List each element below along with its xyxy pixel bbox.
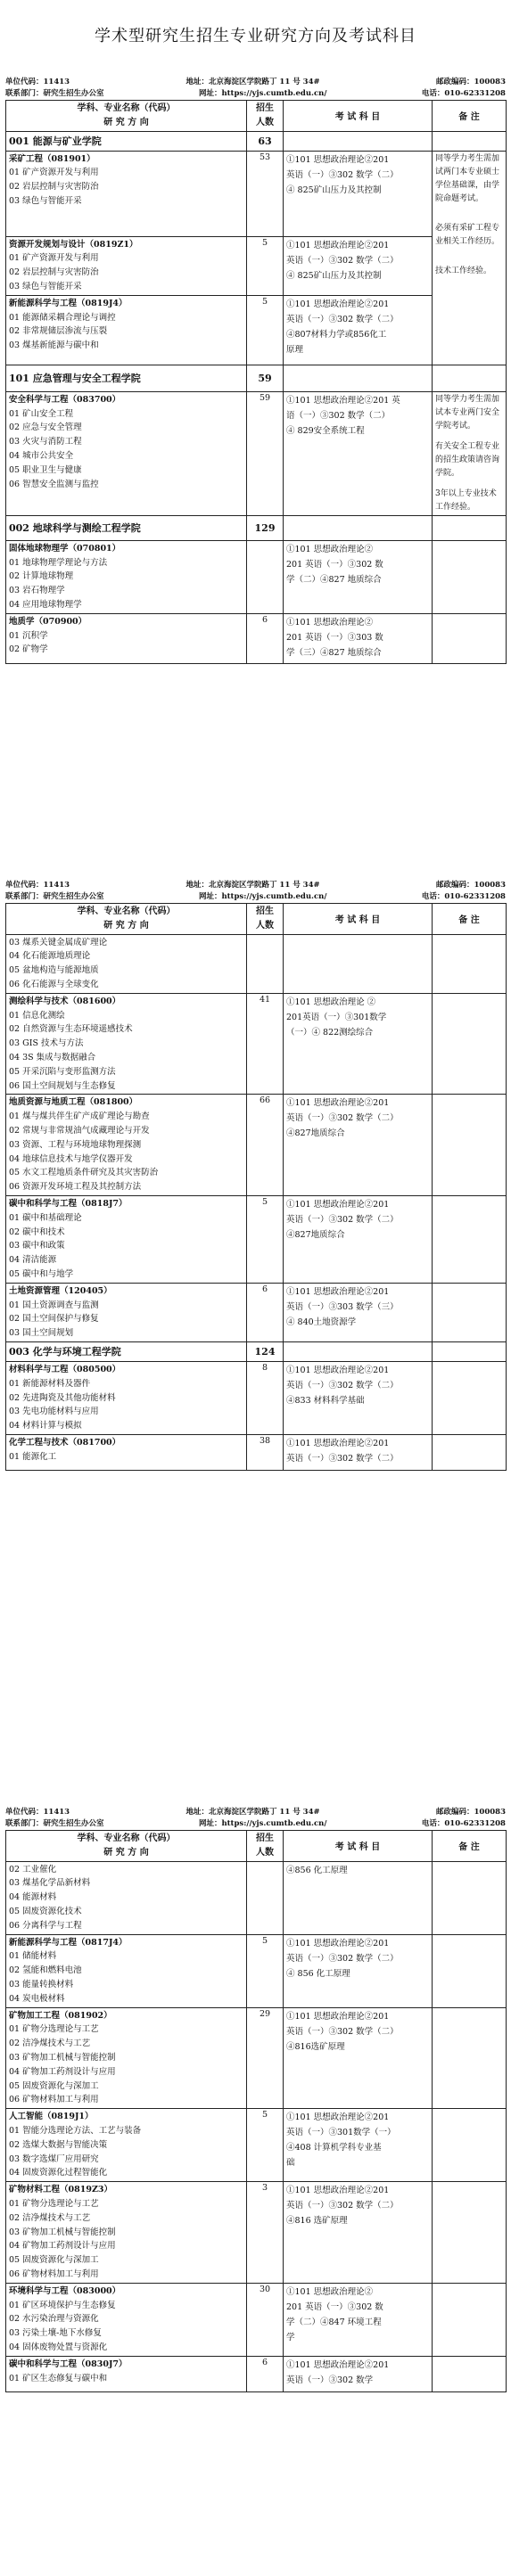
program-name: 人工智能（0819J1） <box>9 2112 94 2122</box>
postcode: 邮政编码：100083 <box>436 77 506 86</box>
quota-header: 招生 人数 <box>247 101 284 132</box>
program-quota: 59 <box>247 391 284 515</box>
program-row <box>6 613 507 663</box>
program-name: 资源开发规划与设计（0819Z1） <box>9 239 138 250</box>
program-quota: 8 <box>247 1361 284 1434</box>
phone: 电话：010-62331208 <box>421 88 506 98</box>
program-name: 矿物加工工程（081902） <box>9 2010 112 2021</box>
remarks: 同等学力考生需加试两门本专业硕士学位基础课，由学院命题考试。 必须有采矿工程专业相关工作经历。 技术工作经验。 <box>433 151 507 365</box>
research-direction: 01 能源储采耦合理论与调控 <box>9 312 116 323</box>
program-name: 矿物材料工程（0819Z3） <box>9 2185 112 2195</box>
program-row: 地质资源与地质工程（081800） 01 煤与煤共伴生矿产成矿理论与勘查 02 常规与非常规油气成藏理论与开发 03 资源、工程与环境地球物理探测 04 地球信息技术与地学仪器开发 05 水文工程地质条件研究及其灾害防治 06 资源开发环境工程及其控制方法 66 ①101 思想政治理论②201 英语（一）③302 数学（二） ④827地质综合 <box>6 1095 507 1196</box>
program-quota: 5 <box>247 1195 284 1283</box>
exam-subjects: ①101 思想政治理论② 201 英语（一）③302 数 学（二）④847 环境工程 学 <box>284 2283 433 2356</box>
program-quota: 29 <box>247 2007 284 2109</box>
subject-header: 学科、专业名称（代码） 研 究 方 向 <box>6 101 247 132</box>
program-row <box>6 391 507 515</box>
program-quota: 6 <box>247 1283 284 1341</box>
program-row-continued <box>6 934 507 993</box>
exam-subjects: ①101 思想政治理论 ② 201英语（一）③301数学 （一）④ 822测绘综合 <box>284 993 433 1095</box>
program-name: 环境科学与工程（083000） <box>9 2285 121 2296</box>
research-direction: 02 岩层控制与灾害防治 <box>9 267 99 278</box>
research-direction: 03 火灾与消防工程 <box>9 437 82 447</box>
program-row: 新能源科学与工程（0817J4） 01 储能材料 02 氢能和燃料电池 03 能量转换材料 04 炭电极材料 5 ①101 思想政治理论②201 英语（一）③302 数学（二） ④ 856 化工原理 <box>6 1934 507 2007</box>
program-row: 矿物加工工程（081902） 01 矿物分选理论与工艺 02 洁净煤技术与工艺 03 矿物加工机械与智能控制 04 矿物加工药剂设计与应用 05 固废资源化与深加工 06 矿物材料加工与利用 29 ①101 思想政治理论②201 英语（一）③302 数学（二） ④816选矿原理 <box>6 2007 507 2109</box>
page-header-info: 单位代码：11413 地址：北京海淀区学院路丁 11 号 34# 邮政编码：100083 联系部门：研究生招生办公室 网址：https://yjs.cumtb.edu.cn/ 电话：010-62331208 <box>5 880 506 901</box>
table-header-row: 学科、专业名称（代码） 研 究 方 向 招生 人数 考 试 科 目 备 注 <box>6 1831 507 1862</box>
exam-subjects: ①101 思想政治理论②201 英语（一）③302 数学（二） <box>284 1434 433 1470</box>
exam-subjects: ①101 思想政治理论②201 英语（一）③302 数学（二） ④827地质综合 <box>284 1195 433 1283</box>
program-table <box>5 903 507 1471</box>
research-direction: 03 煤系关键金属成矿理论 <box>9 937 108 948</box>
program-row <box>6 540 507 613</box>
program-name: 土地资源管理（120405） <box>9 1285 112 1296</box>
research-direction: 05 职业卫生与健康 <box>9 464 82 475</box>
exam-subjects: ①101 思想政治理论②201 英语（一）③302 数学（二） ④827地质综合 <box>284 1095 433 1196</box>
page-1 <box>0 0 511 811</box>
research-direction: 01 地球物理学理论与方法 <box>9 557 108 568</box>
program-row: 土地资源管理（120405） 01 国土资源调查与监测 02 国土空间保护与修复 03 国土空间规划 6 ①101 思想政治理论②201 英语（一）③303 数学（三） ④ 840土地资源学 <box>6 1283 507 1341</box>
program-quota: 53 <box>247 151 284 236</box>
exam-subjects: ①101 思想政治理论②201 英语（一）③302 数学 <box>284 2356 433 2391</box>
college-row <box>6 1341 507 1361</box>
program-name: 固体地球物理学（070801） <box>9 543 121 554</box>
program-row-continued: 02 工业催化 03 煤基化学品新材料 04 能源材料 05 固废资源化技术 06 分离科学与工程 ④856 化工原理 <box>6 1861 507 1934</box>
program-quota: 3 <box>247 2182 284 2284</box>
program-name: 测绘科学与技术（081600） <box>9 996 121 1006</box>
program-name: 碳中和科学与工程（0830J7） <box>9 2359 128 2369</box>
program-quota: 6 <box>247 2356 284 2391</box>
program-name: 地质资源与地质工程（081800） <box>9 1097 138 1108</box>
program-row: 碳中和科学与工程（0818J7） 01 碳中和基础理论 02 碳中和技术 03 碳中和政策 04 清洁能源 05 碳中和与地学 5 ①101 思想政治理论②201 英语（一）③302 数学（二） ④827地质综合 <box>6 1195 507 1283</box>
program-quota: 66 <box>247 1095 284 1196</box>
exam-subjects: ①101 思想政治理论②201 英语（一）③302 数学（二） ④833 材料科学基础 <box>284 1361 433 1434</box>
website: 网址：https://yjs.cumtb.edu.cn/ <box>198 88 327 98</box>
research-direction: 02 应急与安全管理 <box>9 422 82 433</box>
research-direction: 01 沉积学 <box>9 630 48 641</box>
exam-subjects: ①101 思想政治理论②201 英语（一）③302 数学（二） ④816 选矿原理 <box>284 2182 433 2284</box>
program-quota: 41 <box>247 993 284 1095</box>
contact-department: 联系部门：研究生招生办公室 <box>5 88 104 98</box>
research-direction: 05 盆地构造与能源地质 <box>9 965 99 976</box>
college-name: 002 地球科学与测绘工程学院 <box>6 515 247 540</box>
college-quota: 129 <box>247 515 284 540</box>
research-direction: 02 非常规储层渗流与压裂 <box>9 326 108 337</box>
college-name: 101 应急管理与安全工程学院 <box>6 365 247 391</box>
research-direction: 06 化石能源与全球变化 <box>9 979 99 989</box>
program-row: 材料科学与工程（080500） 01 新能源材料及器件 02 先进陶瓷及其他功能材料 03 先电功能材料与应用 04 材料计算与模拟 8 ①101 思想政治理论②201 英语（一）③302 数学（二） ④833 材料科学基础 <box>6 1361 507 1434</box>
research-direction: 04 化石能源地质理论 <box>9 951 91 962</box>
remark-header: 备 注 <box>433 101 507 132</box>
program-row <box>6 295 507 365</box>
research-direction: 02 岩层控制与灾害防治 <box>9 182 99 193</box>
program-quota: 5 <box>247 236 284 295</box>
program-row: 化学工程与技术（081700） 01 能源化工 38 ①101 思想政治理论②201 英语（一）③302 数学（二） <box>6 1434 507 1470</box>
program-row: 碳中和科学与工程（0830J7） 01 矿区生态修复与碳中和 6 ①101 思想政治理论②201 英语（一）③302 数学 <box>6 2356 507 2391</box>
research-direction: 01 矿产资源开发与利用 <box>9 168 99 178</box>
exam-subjects: ①101 思想政治理论②201 英语（一）③302 数学（二） ④807材料力学或856化工 原理 <box>284 295 433 365</box>
research-direction: 03 绿色与智能开采 <box>9 281 82 291</box>
program-table <box>5 100 507 664</box>
unit-code: 单位代码：11413 <box>5 77 70 86</box>
college-name: 003 化学与环境工程学院 <box>6 1341 247 1361</box>
program-row <box>6 236 507 295</box>
program-name: 化学工程与技术（081700） <box>9 1437 121 1448</box>
program-name: 采矿工程（081901） <box>9 153 95 164</box>
research-direction: 02 矿物学 <box>9 644 48 655</box>
program-quota: 5 <box>247 1934 284 2007</box>
program-name: 新能源科学与工程（0819J4） <box>9 298 128 308</box>
table-header-row <box>6 101 507 132</box>
research-direction: 03 岩石物理学 <box>9 586 65 596</box>
address: 地址：北京海淀区学院路丁 11 号 34# <box>185 77 320 86</box>
research-direction: 03 绿色与智能开采 <box>9 195 82 206</box>
exam-subjects: ①101 思想政治理论②201 英语（一）③303 数学（三） ④ 840土地资源学 <box>284 1283 433 1341</box>
program-name: 碳中和科学与工程（0818J7） <box>9 1198 128 1209</box>
research-direction: 04 应用地球物理学 <box>9 599 82 610</box>
document-title: 学术型研究生招生专业研究方向及考试科目 <box>95 27 416 45</box>
research-direction: 01 矿山安全工程 <box>9 408 74 419</box>
exam-subjects: ①101 思想政治理论② 201 英语（一）③303 数 学（三）④827 地质综合 <box>284 613 433 663</box>
program-name: 新能源科学与工程（0817J4） <box>9 1937 128 1948</box>
research-direction: 02 计算地球物理 <box>9 571 74 582</box>
research-direction: 06 智慧安全监测与监控 <box>9 479 99 489</box>
page-3 <box>0 1805 511 2576</box>
college-name: 001 能源与矿业学院 <box>6 131 247 151</box>
program-name: 地质学（070900） <box>9 616 87 627</box>
page-2 <box>0 878 511 1734</box>
college-row <box>6 131 507 151</box>
exam-subjects: ①101 思想政治理论②201 英语（一）③302 数学（二） ④ 825矿山压力及其控制 <box>284 236 433 295</box>
page-header-info: 单位代码：11413 地址：北京海淀区学院路丁 11 号 34# 邮政编码：100083 联系部门：研究生招生办公室 网址：https://yjs.cumtb.edu.cn/ 电话：010-62331208 <box>5 1807 506 1828</box>
exam-header: 考 试 科 目 <box>284 101 433 132</box>
research-direction: 03 煤基新能源与碳中和 <box>9 340 99 351</box>
research-direction: 04 城市公共安全 <box>9 450 74 461</box>
exam-subjects: ①101 思想政治理论②201 英语（一）③302 数学（二） ④816选矿原理 <box>284 2007 433 2109</box>
exam-subjects: ①101 思想政治理论②201 英语（一）③302 数学（二） ④ 856 化工原理 <box>284 1934 433 2007</box>
exam-subjects: ④856 化工原理 <box>284 1861 433 1934</box>
program-row: 测绘科学与技术（081600） 01 信息化测绘 02 自然资源与生态环境遥感技术 03 GIS 技术与方法 04 3S 集成与数据融合 05 开采沉陷与变形监测方法 06 国土空间规划与生态修复 41 ①101 思想政治理论 ② 201英语（一）③301数学 （一）④ 822测绘综合 <box>6 993 507 1095</box>
program-quota: 5 <box>247 2109 284 2182</box>
page-header-info <box>5 75 506 98</box>
exam-subjects: ①101 思想政治理论② 201 英语（一）③302 数 学（二）④827 地质综合 <box>284 540 433 613</box>
program-name: 安全科学与工程（083700） <box>9 394 121 405</box>
exam-subjects: ①101 思想政治理论②201 英语（一）③302 数学（二） ④ 825矿山压力及其控制 <box>284 151 433 236</box>
program-table <box>5 1830 507 2392</box>
program-quota: 5 <box>247 295 284 365</box>
program-quota: 38 <box>247 1434 284 1470</box>
program-quota: 30 <box>247 2283 284 2356</box>
program-row: 矿物材料工程（0819Z3） 01 矿物分选理论与工艺 02 洁净煤技术与工艺 03 矿物加工机械与智能控制 04 矿物加工药剂设计与应用 05 固废资源化与深加工 06 矿物材料加工与利用 3 ①101 思想政治理论②201 英语（一）③302 数学（二） ④816 选矿原理 <box>6 2182 507 2284</box>
program-row <box>6 151 507 236</box>
exam-subjects: ①101 思想政治理论②201 英语（一）③301数学（一） ④408 计算机学科专业基 础 <box>284 2109 433 2182</box>
program-name: 材料科学与工程（080500） <box>9 1364 121 1374</box>
research-direction: 01 矿产资源开发与利用 <box>9 253 99 264</box>
program-quota: 6 <box>247 613 284 663</box>
remarks: 同等学力考生需加试本专业两门安全学院考试。 有关安全工程专业的招生政策请咨询学院。 3年以上专业技术工作经验。 <box>433 391 507 515</box>
table-header-row: 学科、专业名称（代码） 研 究 方 向 招生 人数 考 试 科 目 备 注 <box>6 904 507 935</box>
program-row: 环境科学与工程（083000） 01 矿区环境保护与生态修复 02 水污染治理与资源化 03 污染土壤-地下水修复 04 固体废物处置与资源化 30 ①101 思想政治理论② 201 英语（一）③302 数 学（二）④847 环境工程 学 <box>6 2283 507 2356</box>
exam-subjects: ①101 思想政治理论②201 英 语（一）③302 数学（二） ④ 829安全系统工程 <box>284 391 433 515</box>
college-row <box>6 365 507 391</box>
program-row: 人工智能（0819J1） 01 智能分选理论方法、工艺与装备 02 选煤大数据与智能决策 03 数字选煤厂应用研究 04 固废资源化过程智能化 5 ①101 思想政治理论②201 英语（一）③301数学（一） ④408 计算机学科专业基 础 <box>6 2109 507 2182</box>
college-quota: 59 <box>247 365 284 391</box>
college-row <box>6 515 507 540</box>
college-quota: 124 <box>247 1341 284 1361</box>
college-quota: 63 <box>247 131 284 151</box>
